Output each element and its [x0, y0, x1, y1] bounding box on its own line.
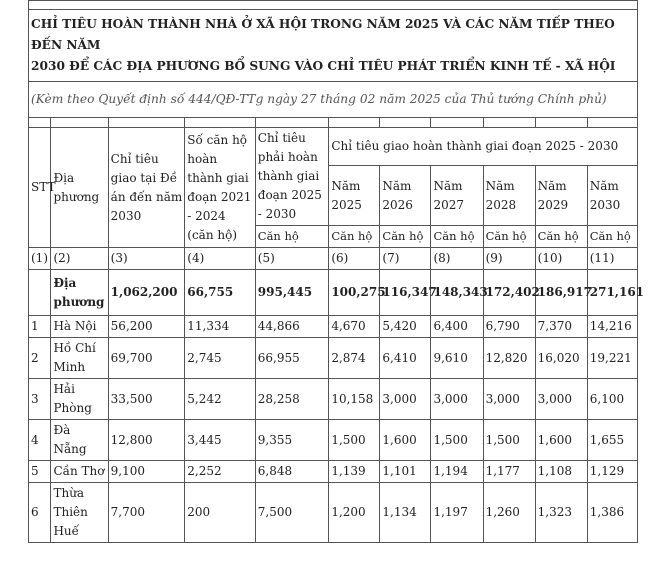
cell-2027: 6,400 — [431, 316, 483, 338]
cell-required: 7,500 — [255, 483, 329, 543]
header-stt: STT — [29, 128, 51, 248]
cell-stt — [29, 270, 51, 316]
table-row — [29, 316, 638, 338]
column-number: (1) — [29, 248, 51, 270]
cell-2030: 1,655 — [587, 420, 637, 461]
cell-2025: 100,275 — [329, 270, 380, 316]
header-row-1 — [29, 128, 638, 166]
unit-label: Căn hộ — [587, 226, 637, 248]
cell-target-project: 9,100 — [108, 461, 185, 483]
cell-target-project: 12,800 — [108, 420, 185, 461]
cell-completed: 5,242 — [185, 379, 255, 420]
title-line-1: CHỈ TIÊU HOÀN THÀNH NHÀ Ở XÃ HỘI TRONG NĂM 2025 VÀ CÁC NĂM TIẾP THEO ĐẾN NĂM — [31, 17, 615, 52]
header-year-2027: Năm 2027 — [431, 166, 483, 226]
table-row — [29, 483, 638, 543]
cell-2029: 3,000 — [535, 379, 587, 420]
unit-label: Căn hộ — [380, 226, 431, 248]
header-assigned-group: Chỉ tiêu giao hoàn thành giai đoạn 2025 - 2030 — [329, 128, 638, 166]
cell-locality: Hồ Chí Minh — [51, 338, 108, 379]
cell-2030: 1,129 — [587, 461, 637, 483]
column-number-row — [29, 248, 638, 270]
column-number: (4) — [185, 248, 255, 270]
cell-2030: 6,100 — [587, 379, 637, 420]
cell-stt: 2 — [29, 338, 51, 379]
cell-2027: 1,500 — [431, 420, 483, 461]
cell-2028: 1,177 — [483, 461, 535, 483]
cell-2026: 1,134 — [380, 483, 431, 543]
cell-2025: 2,874 — [329, 338, 380, 379]
cell-locality: Hải Phòng — [51, 379, 108, 420]
column-number: (9) — [483, 248, 535, 270]
cell-2029: 16,020 — [535, 338, 587, 379]
cell-2027: 1,197 — [431, 483, 483, 543]
column-number: (6) — [329, 248, 380, 270]
cell-2027: 1,194 — [431, 461, 483, 483]
table-row — [29, 379, 638, 420]
header-year-2029: Năm 2029 — [535, 166, 587, 226]
header-year-2026: Năm 2026 — [380, 166, 431, 226]
header-locality: Địa phương — [51, 128, 108, 248]
cell-required: 44,866 — [255, 316, 329, 338]
header-year-2028: Năm 2028 — [483, 166, 535, 226]
cell-required: 28,258 — [255, 379, 329, 420]
cell-2026: 1,600 — [380, 420, 431, 461]
cell-2030: 14,216 — [587, 316, 637, 338]
cell-2028: 6,790 — [483, 316, 535, 338]
spacer-row — [29, 118, 638, 128]
cell-completed: 66,755 — [185, 270, 255, 316]
unit-label: Căn hộ — [255, 226, 329, 248]
cell-2027: 148,343 — [431, 270, 483, 316]
unit-label: Căn hộ — [483, 226, 535, 248]
column-number: (2) — [51, 248, 108, 270]
cell-2029: 186,917 — [535, 270, 587, 316]
cell-completed: 2,745 — [185, 338, 255, 379]
cell-2025: 1,500 — [329, 420, 380, 461]
cell-target-project: 33,500 — [108, 379, 185, 420]
cell-2026: 6,410 — [380, 338, 431, 379]
cell-required: 66,955 — [255, 338, 329, 379]
cell-locality: Thừa Thiên Huế — [51, 483, 108, 543]
cell-completed: 3,445 — [185, 420, 255, 461]
column-number: (7) — [380, 248, 431, 270]
title-line-2: 2030 ĐỂ CÁC ĐỊA PHƯƠNG BỔ SUNG VÀO CHỈ TIÊU PHÁT TRIỂN KINH TẾ - XÃ HỘI — [31, 59, 616, 73]
cell-2027: 9,610 — [431, 338, 483, 379]
cell-required: 9,355 — [255, 420, 329, 461]
cell-2030: 1,386 — [587, 483, 637, 543]
cell-2025: 10,158 — [329, 379, 380, 420]
top-strip-row — [29, 1, 638, 10]
cell-2029: 1,323 — [535, 483, 587, 543]
cell-2028: 1,260 — [483, 483, 535, 543]
cell-2028: 172,402 — [483, 270, 535, 316]
cell-stt: 6 — [29, 483, 51, 543]
column-number: (3) — [108, 248, 185, 270]
cell-2026: 116,347 — [380, 270, 431, 316]
cell-locality: Cần Thơ — [51, 461, 108, 483]
table-row — [29, 420, 638, 461]
cell-2029: 1,600 — [535, 420, 587, 461]
column-number: (11) — [587, 248, 637, 270]
cell-locality: Địa phương — [51, 270, 108, 316]
cell-2025: 1,139 — [329, 461, 380, 483]
cell-target-project: 69,700 — [108, 338, 185, 379]
table-row — [29, 338, 638, 379]
cell-2029: 1,108 — [535, 461, 587, 483]
cell-locality: Hà Nội — [51, 316, 108, 338]
cell-2028: 1,500 — [483, 420, 535, 461]
document-title — [29, 10, 638, 82]
cell-2025: 1,200 — [329, 483, 380, 543]
cell-2026: 3,000 — [380, 379, 431, 420]
cell-target-project: 56,200 — [108, 316, 185, 338]
cell-stt: 1 — [29, 316, 51, 338]
title-row — [29, 10, 638, 82]
header-required-2025-2030: Chỉ tiêu phải hoàn thành giai đoạn 2025 - 2030 — [255, 128, 329, 226]
cell-2030: 271,161 — [587, 270, 637, 316]
cell-required: 995,445 — [255, 270, 329, 316]
header-target-project: Chỉ tiêu giao tại Đề án đến năm 2030 — [108, 128, 185, 248]
cell-required: 6,848 — [255, 461, 329, 483]
cell-target-project: 1,062,200 — [108, 270, 185, 316]
column-number: (8) — [431, 248, 483, 270]
header-completed-2021-2024: Số căn hộ hoàn thành giai đoạn 2021 - 2024 (căn hộ) — [185, 128, 255, 248]
unit-label: Căn hộ — [431, 226, 483, 248]
cell-target-project: 7,700 — [108, 483, 185, 543]
cell-2029: 7,370 — [535, 316, 587, 338]
header-year-2025: Năm 2025 — [329, 166, 380, 226]
table-row-total — [29, 270, 638, 316]
unit-label: Căn hộ — [329, 226, 380, 248]
cell-2030: 19,221 — [587, 338, 637, 379]
cell-2027: 3,000 — [431, 379, 483, 420]
cell-2025: 4,670 — [329, 316, 380, 338]
cell-2026: 5,420 — [380, 316, 431, 338]
decision-note: (Kèm theo Quyết định số 444/QĐ-TTg ngày 27 tháng 02 năm 2025 của Thủ tướng Chính phủ) — [29, 82, 638, 118]
cell-2028: 3,000 — [483, 379, 535, 420]
cell-2028: 12,820 — [483, 338, 535, 379]
housing-target-table — [28, 0, 645, 543]
column-number: (5) — [255, 248, 329, 270]
column-number: (10) — [535, 248, 587, 270]
cell-stt: 5 — [29, 461, 51, 483]
cell-stt: 4 — [29, 420, 51, 461]
cell-2026: 1,101 — [380, 461, 431, 483]
cell-completed: 2,252 — [185, 461, 255, 483]
cell-locality: Đà Nẵng — [51, 420, 108, 461]
unit-label: Căn hộ — [535, 226, 587, 248]
note-row — [29, 82, 638, 118]
cell-stt: 3 — [29, 379, 51, 420]
cell-completed: 200 — [185, 483, 255, 543]
cell-completed: 11,334 — [185, 316, 255, 338]
header-year-2030: Năm 2030 — [587, 166, 637, 226]
table-row — [29, 461, 638, 483]
